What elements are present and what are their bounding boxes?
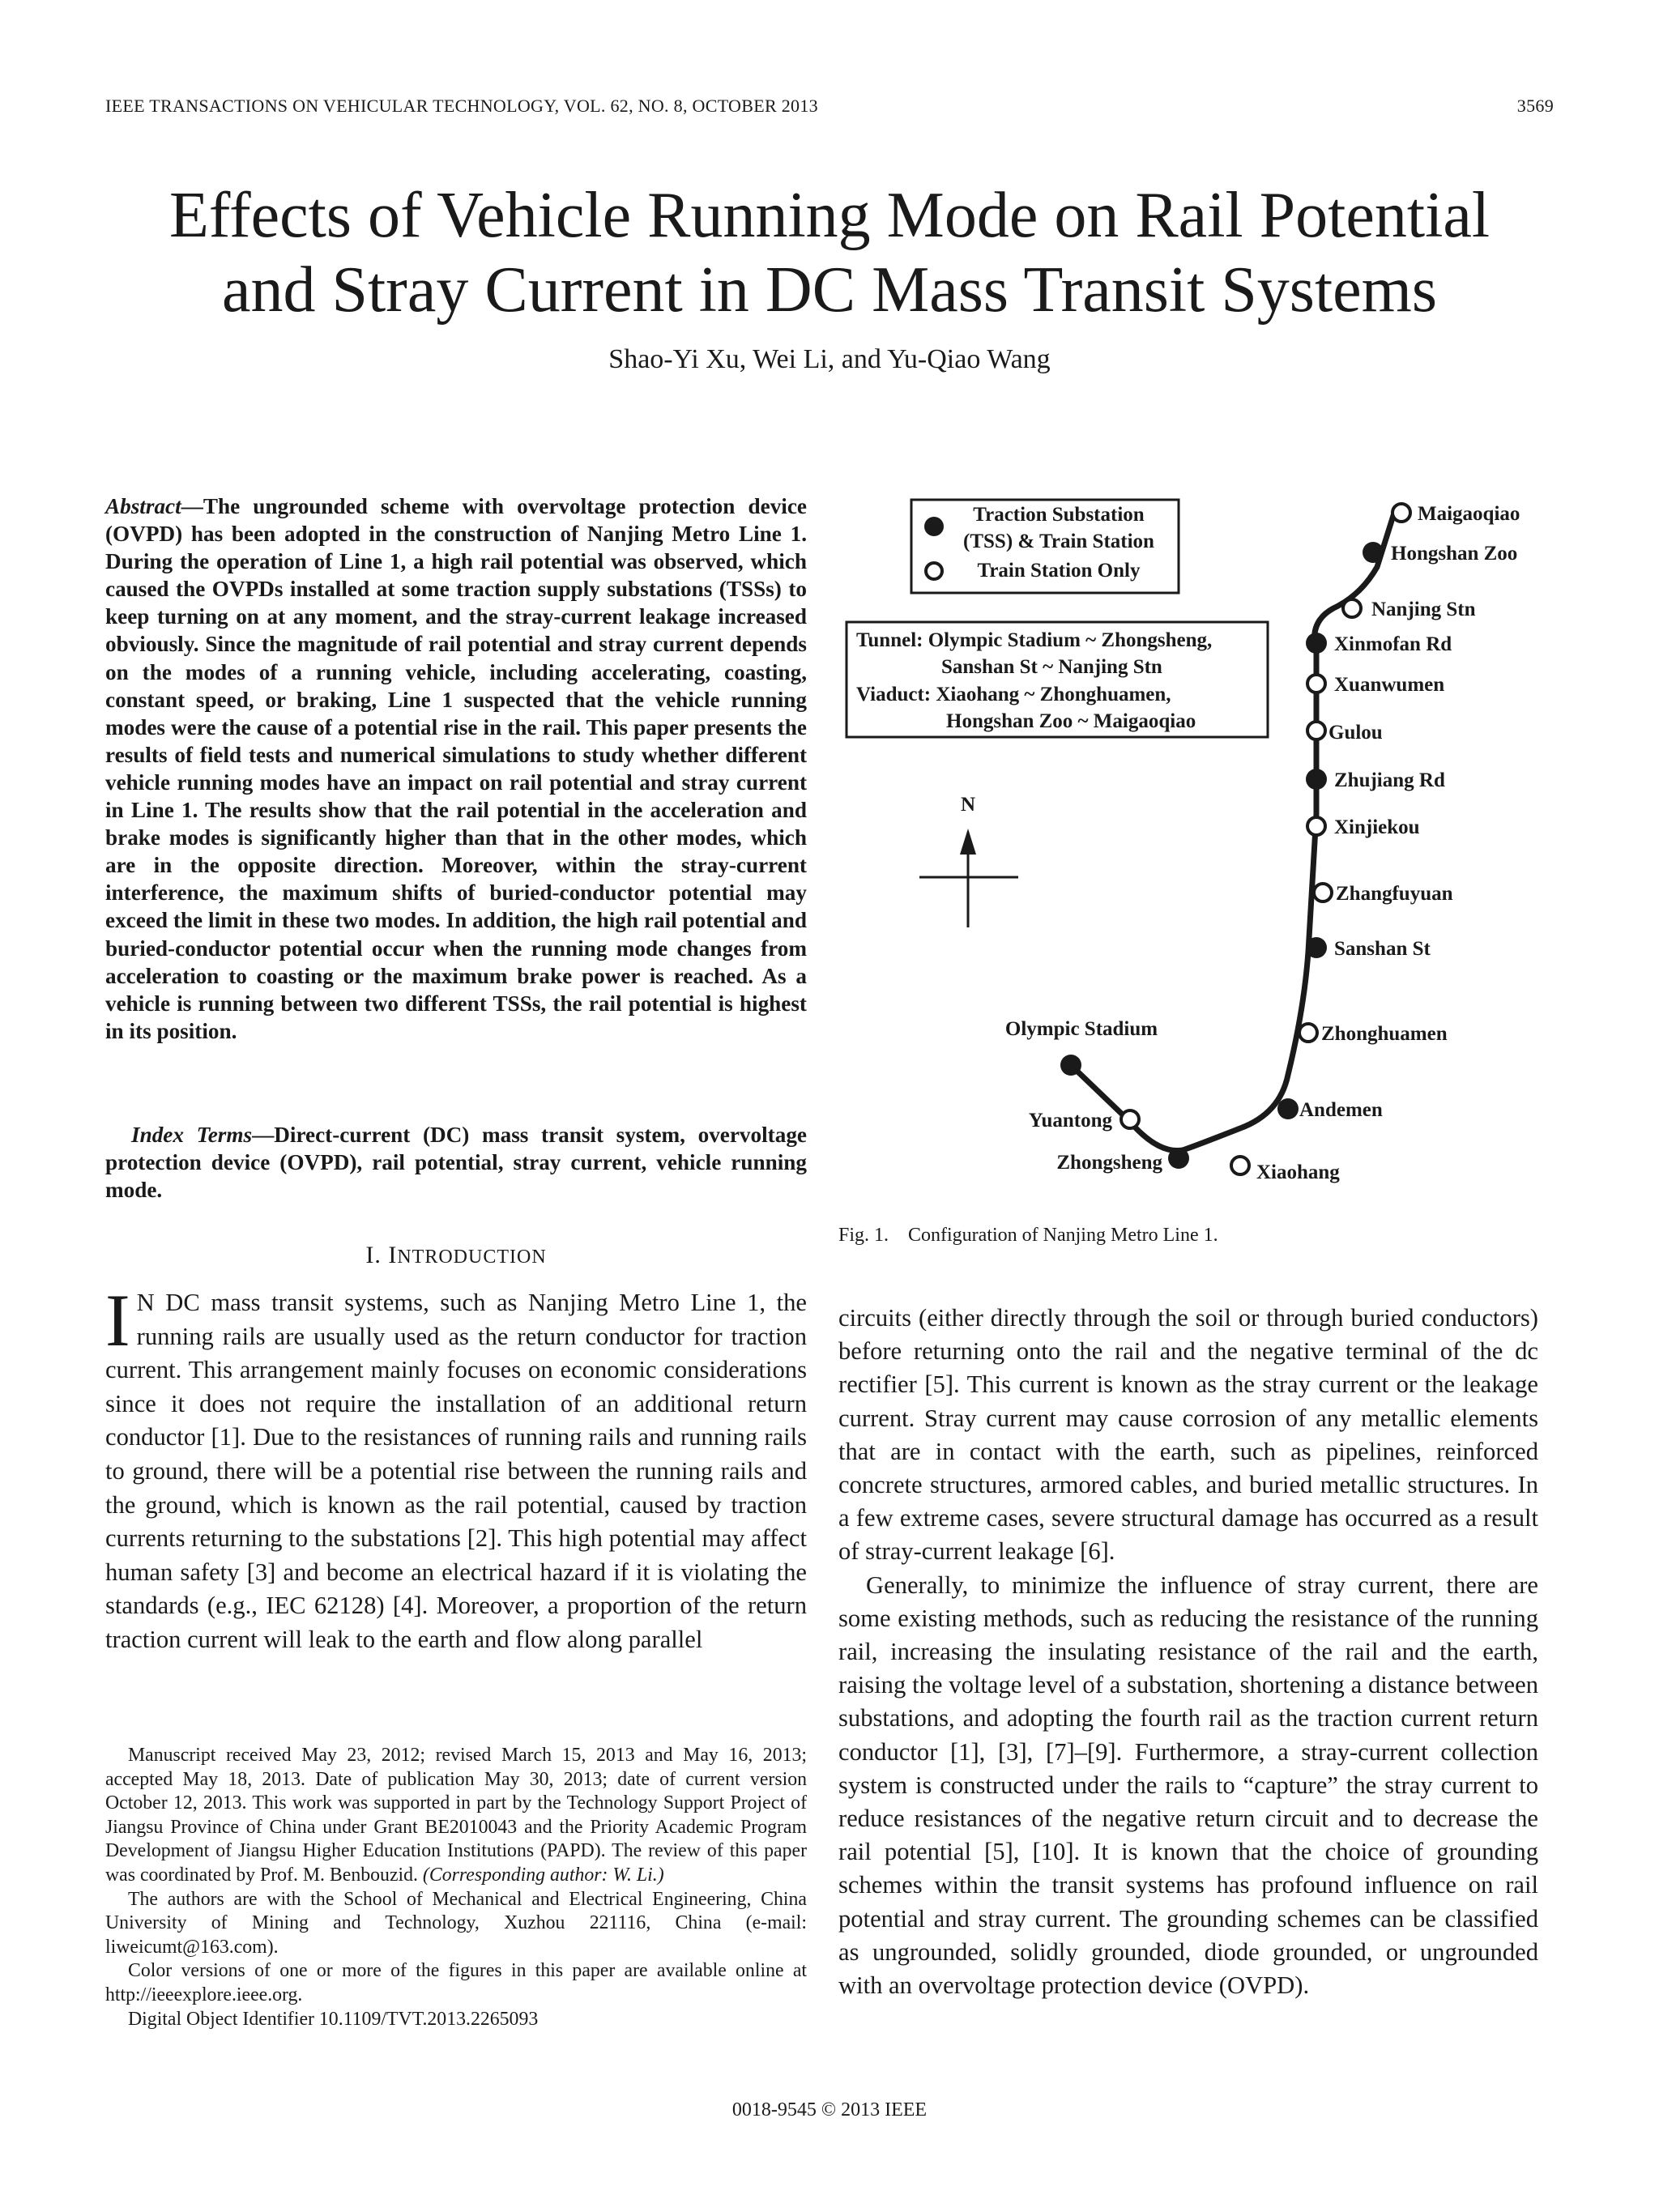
footnote-affiliation: The authors are with the School of Mechanical and Electrical Engineering, China University of Mining and Technology, Xuzhou 221116, China (e-mail: liweicumt@163.com). xyxy=(105,1888,807,1958)
north-arrow-head-icon xyxy=(960,829,976,855)
station-tss-icon xyxy=(1306,633,1327,654)
station-label: Olympic Stadium xyxy=(1004,1018,1158,1040)
station-xinjiekou xyxy=(1307,816,1420,838)
copyright-footer: 0018-9545 © 2013 IEEE xyxy=(731,2099,928,2120)
station-label: Zhujiang Rd xyxy=(1334,769,1445,791)
running-header xyxy=(105,96,1554,128)
station-open-icon xyxy=(1392,504,1410,522)
abstract xyxy=(105,492,807,1045)
station-label: Gulou xyxy=(1328,722,1383,744)
abstract-lead: Abstract xyxy=(105,494,181,518)
section-name: NTRODUCTION xyxy=(397,1247,547,1268)
station-xuanwumen xyxy=(1307,674,1444,696)
info-viaduct-line2: Hongshan Zoo ~ Maigaoqiao xyxy=(946,710,1196,732)
station-open-icon xyxy=(1307,675,1325,693)
station-label: Andemen xyxy=(1299,1099,1383,1121)
journal-header: IEEE TRANSACTIONS ON VEHICULAR TECHNOLOGY, VOL. 62, NO. 8, OCTOBER 2013 xyxy=(105,96,818,116)
station-label: Nanjing Stn xyxy=(1371,599,1476,620)
station-zhangfuyuan xyxy=(1314,883,1453,905)
station-label: Xiaohang xyxy=(1256,1161,1340,1183)
station-label: Maigaoqiao xyxy=(1418,503,1520,525)
index-terms-text: —Direct-current (DC) mass transit system, overvoltage protection device (OVPD), rail potential, stray current, vehicle running mode. xyxy=(105,1123,807,1203)
station-label: Zhangfuyuan xyxy=(1336,883,1453,905)
title-line-1: Effects of Vehicle Running Mode on Rail Potential xyxy=(168,180,1491,251)
station-open-icon xyxy=(1307,722,1325,739)
station-label: Zhonghuamen xyxy=(1321,1023,1448,1045)
station-open-icon xyxy=(1299,1024,1317,1042)
station-tss-icon xyxy=(1060,1055,1081,1076)
station-sanshan-st xyxy=(1306,937,1431,960)
station-yuantong xyxy=(1029,1110,1139,1132)
legend-tss-line2: (TSS) & Train Station xyxy=(963,531,1154,552)
intro-left-text: N DC mass transit systems, such as Nanjing Metro Line 1, the running rails are usually used as the return conductor for traction current. This arrangement mainly focuses on economic considerations since it does not require the installation of an additional return conductor [1]. Due to the resistances of running rails and running rails to ground, there will be a potential rise between the running rails and the ground, which is known as the rail potential, caused by traction currents returning to the substations [2]. This high potential may affect human safety [3] and become an electrical hazard if it is violating the standards (e.g., IEC 62128) [4]. Moreover, a proportion of the return traction current will leak to the earth and flow along parallel xyxy=(105,1289,807,1653)
section-numeral: I. I xyxy=(365,1242,398,1268)
legend-open-circle-icon xyxy=(926,563,942,579)
station-label: Hongshan Zoo xyxy=(1391,543,1518,565)
station-label: Yuantong xyxy=(1028,1110,1112,1132)
intro-right-paragraph-1: circuits (either directly through the soil or through buried conductors) before returning onto the rail and the negative terminal of the dc rectifier [5]. This current is known as the stray current or the leakage current. Stray current may cause corrosion of any metallic elements that are in contact with the earth, such as pipelines, reinforced concrete structures, armored cables, and buried metallic structures. In a few extreme cases, severe structural damage has occurred as a result of stray-current leakage [6]. xyxy=(838,1304,1538,1566)
station-xinmofan-rd xyxy=(1306,633,1452,655)
station-tss-icon xyxy=(1277,1098,1299,1119)
abstract-text: —The ungrounded scheme with overvoltage protection device (OVPD) has been adopted in the construction of Nanjing Metro Line 1. During the operation of Line 1, a high rail potential was observed, which caused the OVPDs installed at some traction supply substations (TSSs) to keep turning on at any moment, and the stray-current leakage increased obviously. Since the magnitude of rail potential and stray current depends on the modes of a running vehicle, including accelerating, coasting, constant speed, or braking, Line 1 suspected that the vehicle running modes were the cause of a potential rise in the rail. This paper presents the results of field tests and numerical simulations to study whether different vehicle running modes have an impact on rail potential and stray current in Line 1. The results show that the rail potential in the acceleration and brake modes is significantly higher than that in the other modes, which are in the opposite direction. Moreover, within the stray-current interference, the maximum shifts of buried-conductor potential may exceed the limit in these two modes. In addition, the high rail potential and buried-conductor potential occur when the running mode changes from acceleration to coasting or the maximum brake power is reached. As a vehicle is running between two different TSSs, the rail potential is highest in its position. xyxy=(105,494,807,1043)
station-label: Xinmofan Rd xyxy=(1334,633,1452,655)
station-label: Xuanwumen xyxy=(1334,674,1445,696)
author-list: Shao-Yi Xu, Wei Li, and Yu-Qiao Wang xyxy=(608,344,1051,374)
footnote-color-note: Color versions of one or more of the figures in this paper are available online at http://ieeexplore.ieee.org. xyxy=(105,1960,807,2005)
station-label: Sanshan St xyxy=(1334,938,1431,960)
station-open-icon xyxy=(1343,599,1361,617)
legend-station-only: Train Station Only xyxy=(977,560,1141,582)
station-tss-icon xyxy=(1306,937,1327,958)
station-open-icon xyxy=(1121,1110,1139,1128)
station-zhonghuamen xyxy=(1299,1023,1448,1045)
station-andemen xyxy=(1277,1098,1383,1121)
info-viaduct-line1: Viaduct: Xiaohang ~ Zhonghuamen, xyxy=(856,684,1171,705)
station-open-icon xyxy=(1314,884,1332,901)
station-zhujiang-rd xyxy=(1306,769,1445,791)
station-open-icon xyxy=(1307,817,1325,835)
figure-caption: Fig. 1. Configuration of Nanjing Metro Line 1. xyxy=(838,1225,1218,1246)
station-nanjing-stn xyxy=(1343,599,1476,620)
station-gulou xyxy=(1307,722,1383,744)
figure-metro-map xyxy=(838,490,1551,1203)
station-tss-icon xyxy=(1168,1148,1189,1169)
index-terms-lead: Index Terms xyxy=(131,1123,253,1147)
footnote-doi: Digital Object Identifier 10.1109/TVT.2013.2265093 xyxy=(128,2008,539,2030)
legend-filled-circle-icon xyxy=(924,517,944,536)
intro-right-column xyxy=(838,1302,1538,2002)
page-number: 3569 xyxy=(1516,96,1554,116)
station-olympic-stadium xyxy=(1005,1018,1158,1076)
section-heading xyxy=(105,1242,807,1269)
intro-left-column xyxy=(105,1279,807,1657)
station-label: Xinjiekou xyxy=(1334,816,1420,838)
north-label: N xyxy=(960,794,976,816)
station-open-icon xyxy=(1231,1157,1249,1174)
station-tss-icon xyxy=(1306,769,1327,790)
paper-title xyxy=(81,178,1578,327)
title-line-2: and Stray Current in DC Mass Transit Systems xyxy=(221,254,1438,326)
legend-tss-line1: Traction Substation xyxy=(973,504,1145,526)
station-maigaoqiao xyxy=(1392,503,1520,525)
drop-cap: I xyxy=(105,1279,130,1362)
footnote-manuscript: Manuscript received May 23, 2012; revised March 15, 2013 and May 16, 2013; accepted May 18, 2013. Date of publication May 30, 2013; date of current version October 12, 2013. This work was supported in part by the Technology Support Project of Jiangsu Province of China under Grant BE2010043 and the Priority Academic Program Development of Jiangsu Higher Education Institutions (PAPD). The review of this paper was coordinated by Prof. M. Benbouzid. (Corresponding author: W. Li.) xyxy=(105,1745,807,1886)
info-tunnel-line2: Sanshan St ~ Nanjing Stn xyxy=(941,656,1162,678)
info-tunnel-line1: Tunnel: Olympic Stadium ~ Zhongsheng, xyxy=(856,629,1213,651)
station-xiaohang xyxy=(1231,1157,1340,1183)
index-terms xyxy=(105,1121,807,1204)
footnote xyxy=(105,1744,807,2031)
intro-right-paragraph-2: Generally, to minimize the influence of stray current, there are some existing methods, such as reducing the resistance of the running rail, increasing the insulating resistance of the rail and the earth, raising the voltage level of a substation, shortening a distance between substations, and adopting the fourth rail as the traction current return conductor [1], [3], [7]–[9]. Furthermore, a stray-current collection system is constructed under the rails to “capture” the stray current to reduce resistances of the negative return circuit and to decrease the rail potential [5], [10]. It is known that the choice of grounding schemes within the transit systems has profound influence on rail potential and stray current. The grounding schemes can be classified as ungrounded, solidly grounded, diode grounded, or ungrounded with an overvoltage protection device (OVPD). xyxy=(838,1571,1538,2000)
station-label: Zhongsheng xyxy=(1056,1152,1162,1174)
station-tss-icon xyxy=(1363,542,1384,563)
